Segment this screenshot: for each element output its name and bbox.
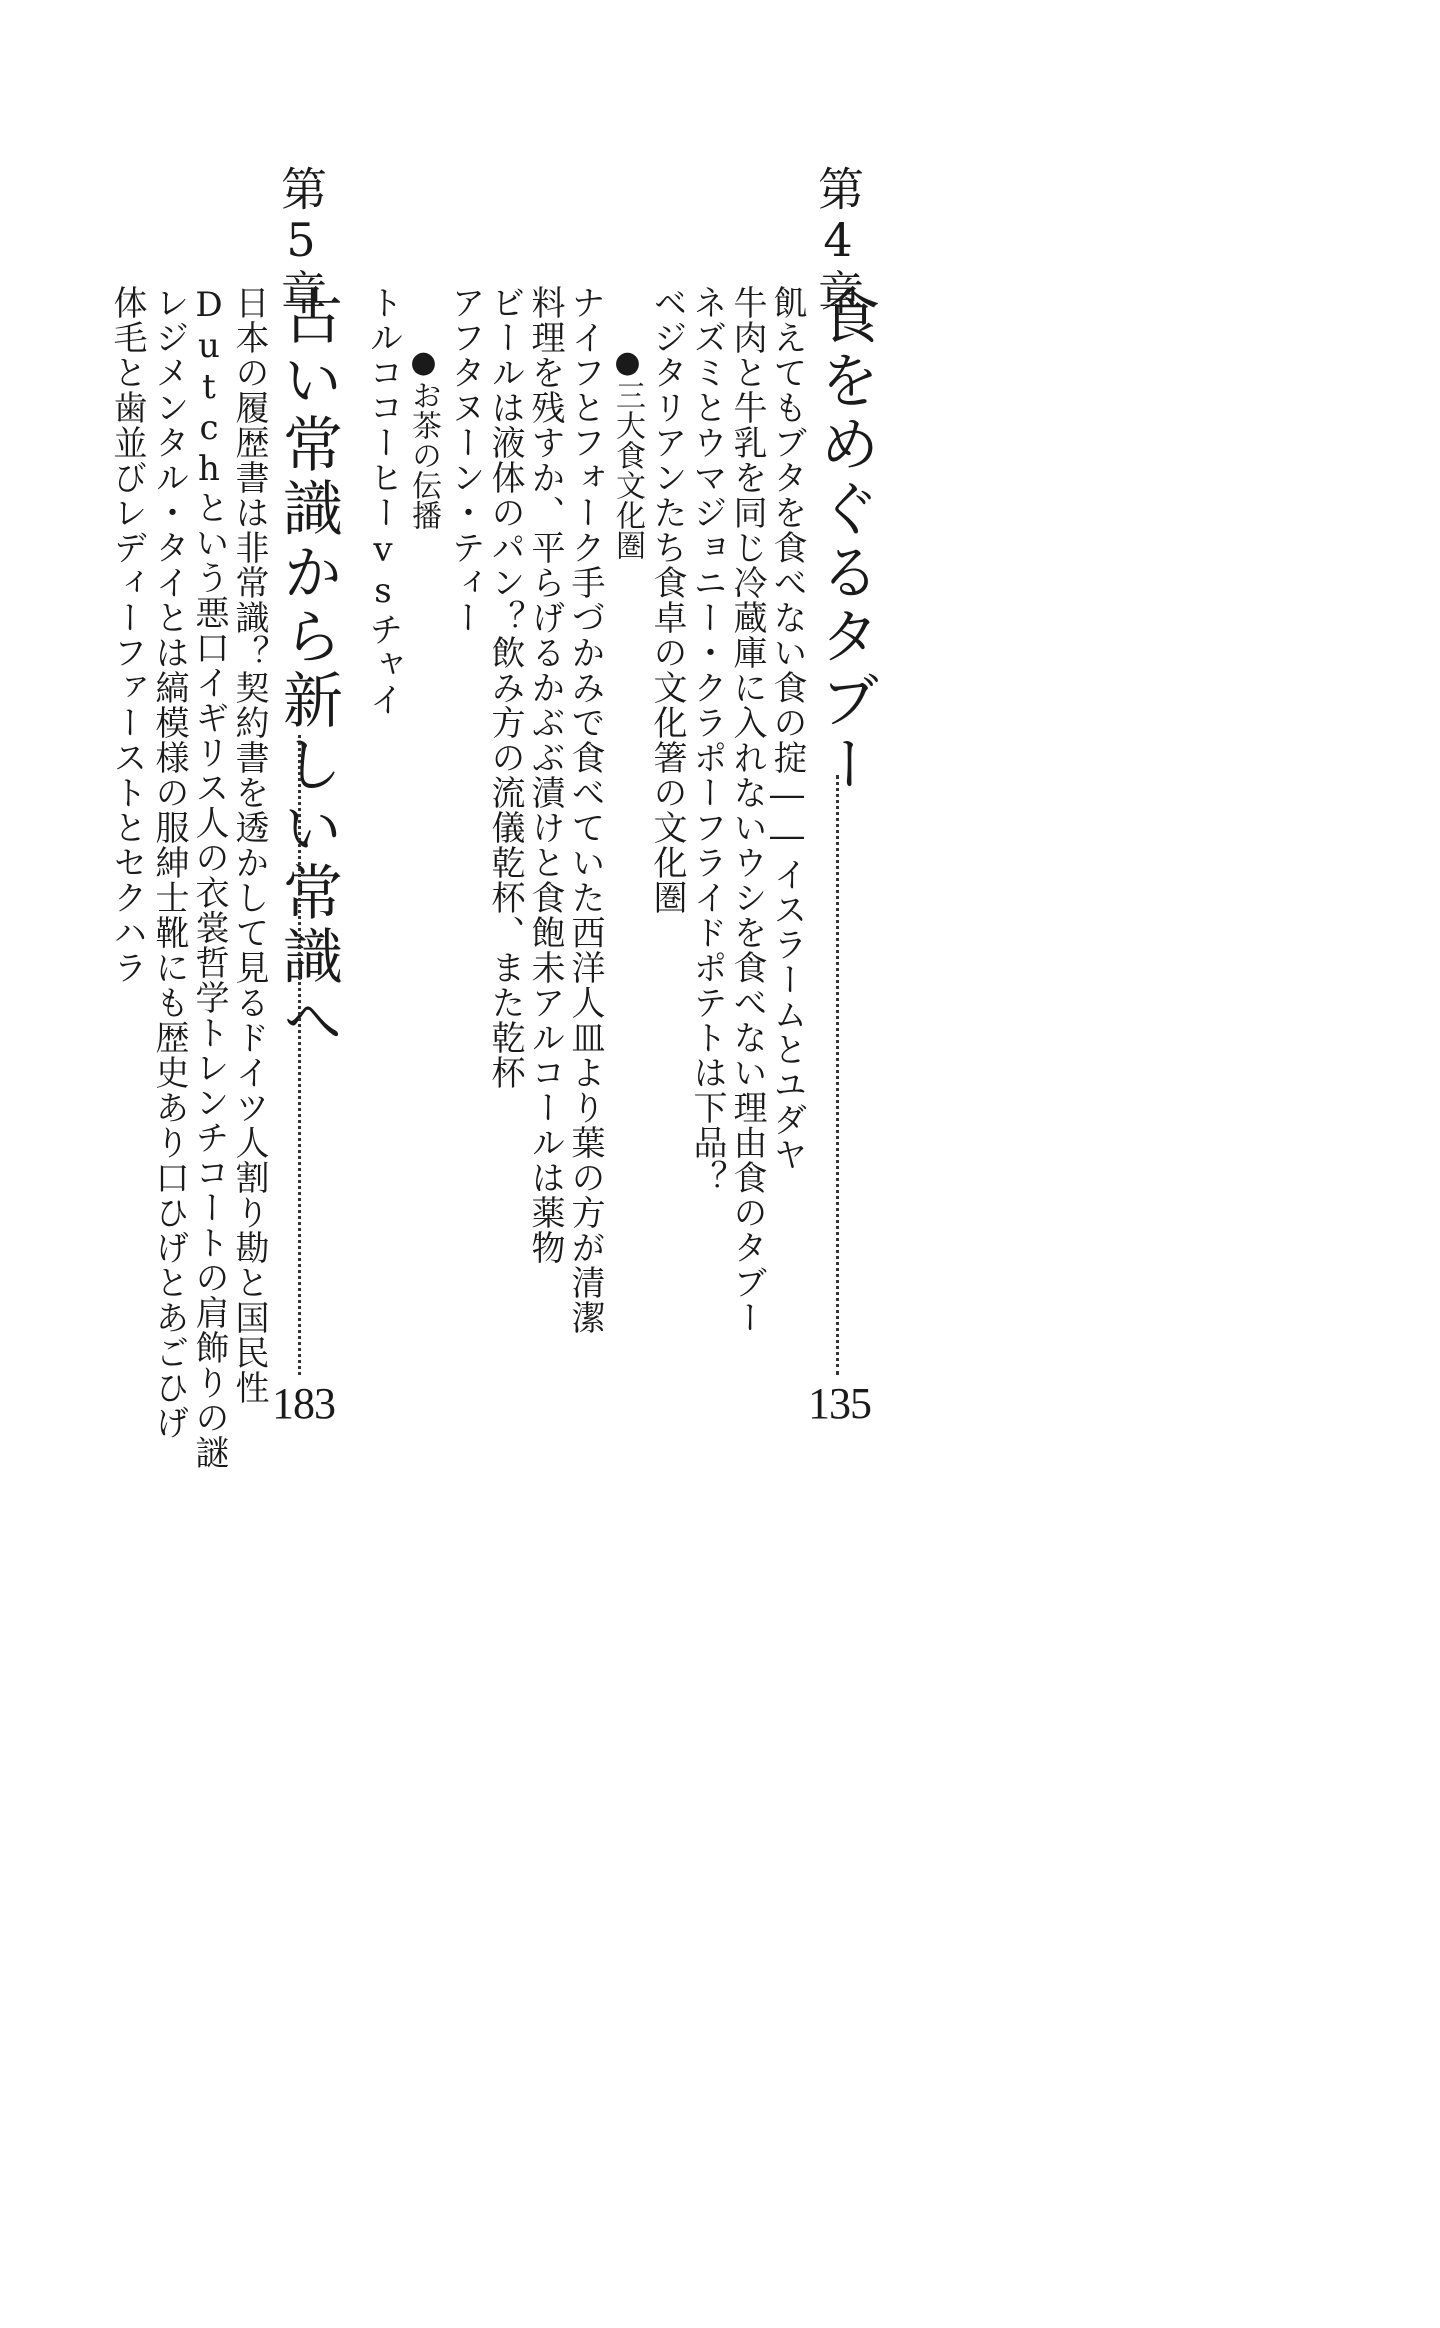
toc-entry[interactable]: 料理を残すか、平らげるか	[525, 285, 565, 705]
ch4-subheading: ●三大食文化圏	[610, 345, 645, 560]
toc-entry[interactable]: 手づかみで食べていた西洋人	[565, 565, 605, 1020]
toc-entry[interactable]: ナイフとフォーク	[565, 285, 605, 565]
chapter5-page-number: 183	[272, 1379, 335, 1428]
toc-entry[interactable]: 食のタブー	[727, 1160, 767, 1335]
toc-entry[interactable]: ジョニー・クラポー	[687, 495, 727, 810]
toc-entry[interactable]: 食卓の文化	[647, 565, 687, 740]
chapter4-label: 第4章	[811, 165, 865, 317]
toc-entry[interactable]: 縞模様の服	[149, 670, 189, 845]
toc-entry[interactable]: ベジタリアンたち	[647, 285, 687, 565]
toc-entry[interactable]: 食の掟――イスラームとユダヤ	[767, 670, 807, 1172]
toc-entry[interactable]: 割り勘と国民性	[229, 1160, 269, 1405]
toc-entry[interactable]: イギリス人の衣裳哲学	[189, 665, 229, 1015]
ch4-entry-line	[647, 285, 726, 915]
toc-entry[interactable]: フライドポテトは下品？	[687, 810, 727, 1195]
toc-entry[interactable]: 皿より葉の方が清潔	[565, 1020, 605, 1335]
chapter4-page-number: 135	[808, 1379, 871, 1428]
toc-entry[interactable]: 飲み方の流儀	[485, 635, 525, 845]
toc-entry[interactable]: 体毛と歯並び	[107, 285, 147, 495]
toc-entry[interactable]: 日本の履歴書は非常識？	[229, 285, 269, 670]
chapter5-label: 第5章	[274, 165, 328, 317]
toc-entry[interactable]: 飢えてもブタを食べない	[767, 285, 807, 670]
toc-entry[interactable]: ネズミとウマ	[687, 285, 727, 495]
toc-entry[interactable]: Dutchという悪口	[189, 285, 229, 665]
toc-entry[interactable]: 口ひげとあごひげ	[149, 1160, 189, 1440]
toc-entry[interactable]: 紳士靴にも歴史あり	[149, 845, 189, 1160]
toc-entry[interactable]: ビールは液体のパン？	[485, 285, 525, 635]
ch4-entry-line	[363, 285, 403, 717]
toc-entry[interactable]: ぶぶ漬けと食飽未	[525, 705, 565, 985]
toc-entry[interactable]: アルコールは薬物	[525, 985, 565, 1265]
toc-entry[interactable]: レディーファーストとセクハラ	[107, 495, 147, 985]
toc-entry[interactable]: 箸の文化圏	[647, 740, 687, 915]
toc-entry[interactable]: 契約書を透かして見るドイツ人	[229, 670, 269, 1160]
toc-entry[interactable]: レジメンタル・タイとは	[149, 285, 189, 670]
toc-entry[interactable]: トルココーヒーvsチャイ	[363, 285, 403, 717]
ch4-entry-line	[485, 285, 564, 1090]
ch4-entry-line	[445, 285, 485, 635]
toc-entry[interactable]: 牛肉と牛乳を同じ冷蔵庫に入れない	[727, 285, 767, 845]
toc-entry[interactable]: トレンチコートの肩飾りの謎	[189, 1015, 229, 1470]
toc-entry[interactable]: アフタヌーン・ティー	[445, 285, 485, 635]
toc-entry[interactable]: 乾杯、また乾杯	[485, 845, 525, 1090]
ch4-subheading: ●お茶の伝播	[406, 345, 441, 530]
ch5-entry-line	[107, 285, 189, 985]
toc-entry[interactable]: ウシを食べない理由	[727, 845, 767, 1160]
chapter5-title: 古い常識から新しい常識へ	[273, 285, 343, 1053]
chapter4-title: 食をめぐるタブー	[810, 285, 880, 797]
